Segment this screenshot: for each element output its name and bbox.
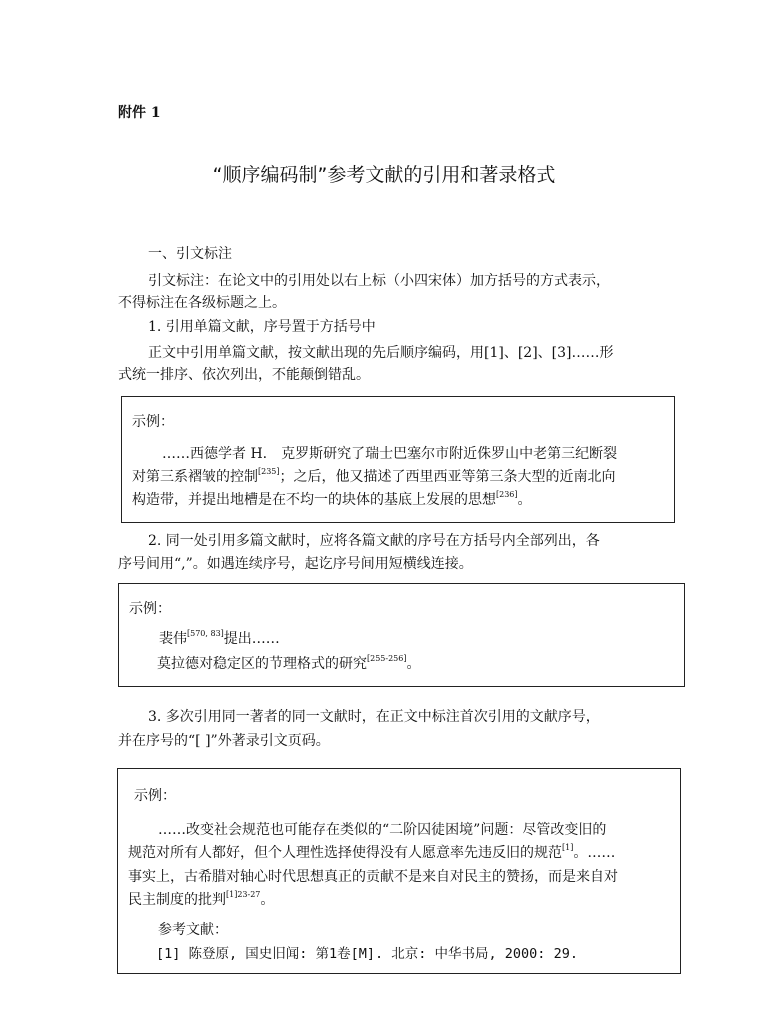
citation-superscript: [570, 83] [187, 629, 224, 638]
item-3-line-1: 3. 多次引用同一著者的同一文献时，在正文中标注首次引用的文献序号， [148, 709, 600, 725]
citation-superscript: [235] [258, 467, 280, 476]
intro-line-2: 不得标注在各级标题之上。 [118, 295, 286, 311]
item-2-line-2: 序号间用“,”。如遇连续序号，起讫序号间用短横线连接。 [118, 556, 473, 572]
item-1-body-line-2: 式统一排序、依次列出，不能颠倒错乱。 [118, 367, 370, 383]
example-box-2 [118, 583, 685, 687]
item-1-heading: 1. 引用单篇文献，序号置于方括号中 [148, 319, 376, 335]
citation-superscript: [255-256] [367, 654, 407, 663]
example-1-line-3: 构造带，并提出地槽是在不均一的块体的基底上发展的思想[236]。 [132, 490, 532, 508]
item-2-line-1: 2. 同一处引用多篇文献时，应将各篇文献的序号在方括号内全部列出，各 [148, 533, 600, 549]
example-2-label: 示例： [129, 601, 171, 617]
example-3-line-3: 事实上，古希腊对轴心时代思想真正的贡献不是来自对民主的赞扬，而是来自对 [128, 869, 618, 885]
attachment-label: 附件 1 [118, 105, 161, 121]
citation-superscript: [1]23-27 [226, 890, 261, 899]
example-3-line-2: 规范对所有人都好，但个人理性选择使得没有人愿意率先违反旧的规范[1]。…… [128, 843, 616, 861]
example-3-line-1: ……改变社会规范也可能存在类似的“二阶囚徒困境”问题：尽管改变旧的 [158, 822, 607, 838]
references-label: 参考文献： [158, 922, 228, 938]
example-1-line-1: ……西德学者 H. 克罗斯研究了瑞士巴塞尔市附近侏罗山中老第三纪断裂 [162, 446, 618, 462]
example-2-line-2: 莫拉德对稳定区的节理格式的研究[255-256]。 [157, 654, 421, 672]
example-1-label: 示例： [132, 414, 174, 430]
example-2-line-1: 裴伟[570, 83]提出…… [159, 629, 280, 647]
example-box-3 [117, 768, 681, 974]
example-1-line-2: 对第三系褶皱的控制[235]；之后，他又描述了西里西亚等第三条大型的近南北向 [132, 467, 616, 485]
document-title: “顺序编码制”参考文献的引用和著录格式 [212, 164, 556, 186]
citation-superscript: [236] [496, 490, 518, 499]
example-3-label: 示例： [134, 788, 176, 804]
item-3-line-2: 并在序号的“[ ]”外著录引文页码。 [118, 733, 330, 749]
reference-item-1: [1] 陈登原, 国史旧闻: 第1卷[M]. 北京: 中华书局, 2000: 29. [156, 946, 578, 962]
item-1-body-line-1: 正文中引用单篇文献，按文献出现的先后顺序编码，用[1]、[2]、[3]……形 [148, 345, 614, 361]
citation-superscript: [1] [562, 843, 574, 852]
section-heading: 一、引文标注 [148, 246, 232, 262]
example-box-1 [121, 396, 675, 523]
example-3-line-4: 民主制度的批判$^{[1]23-27}$。 [128, 890, 275, 908]
intro-line-1: 引文标注：在论文中的引用处以右上标（小四宋体）加方括号的方式表示， [148, 273, 610, 289]
